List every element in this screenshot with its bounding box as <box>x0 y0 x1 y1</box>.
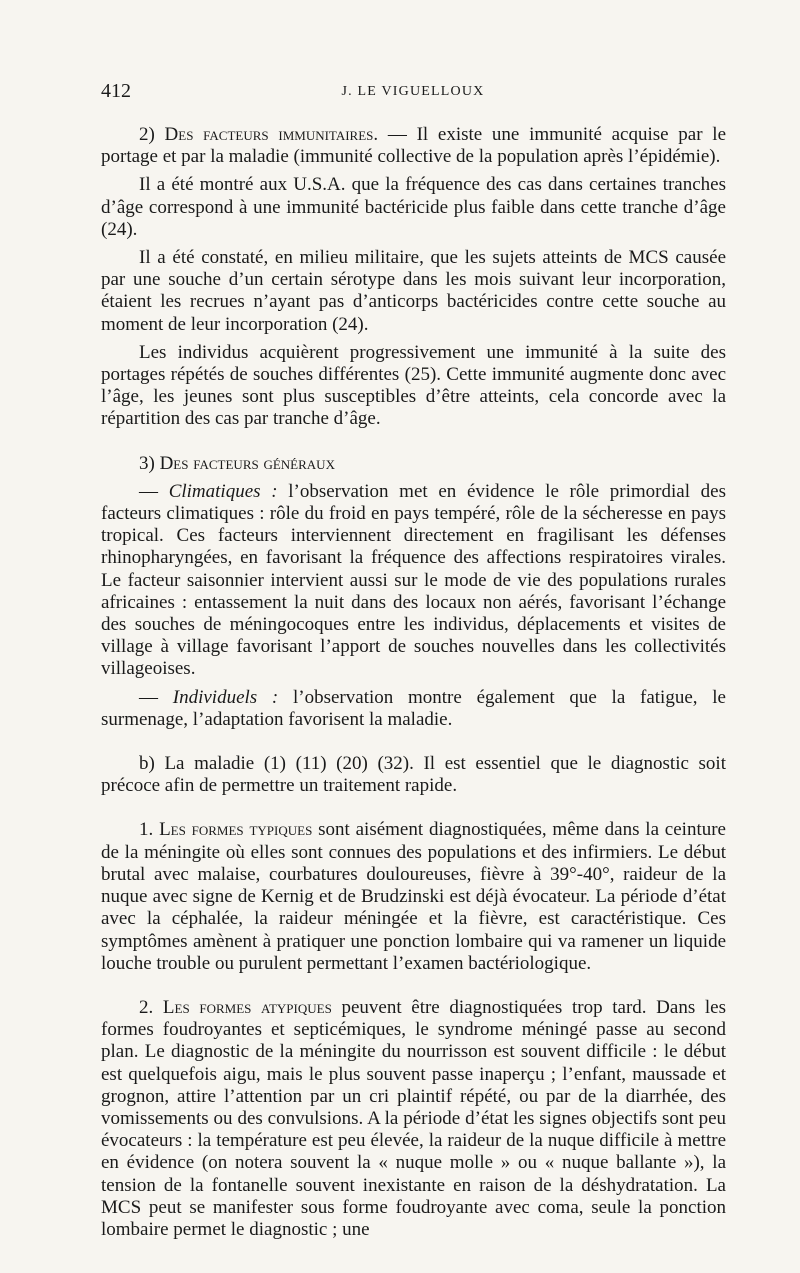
paragraph-text: l’observation montre également que la fatigue, le surmenage, l’adaptation favorisent la maladie. <box>101 686 726 730</box>
dash: — <box>139 686 173 708</box>
section-heading-general-factors: Des facteurs généraux <box>159 452 335 474</box>
paragraph-text: l’observation met en évidence le rôle primordial des facteurs climatiques : rôle du froid en pays tempéré, rôle de la sécheresse en pays tropical. Ces facteurs interviennent directement en fragilisant les défenses rhinopharyngées, en favorisant la fréquence des affections respiratoires virales. Le facteur saisonnier intervient aussi sur le mode de vie des populations rurales africaines : entassement la nuit dans des locaux non aérés, favorisant l’échange des souches de méningocoques entre les individus, déplacements et visites de village à village favorisant l’apport de souches nouvelles dans les collectivités villageoises. <box>101 480 727 680</box>
paragraph-individual <box>101 687 726 731</box>
section-heading-immune-factors: Des facteurs immunitaires. <box>164 124 379 145</box>
section-number: 3) <box>139 452 160 474</box>
page-number: 412 <box>101 80 131 102</box>
paragraph-text: peuvent être diagnostiquées trop tard. Dans les formes foudroyantes et septicémiques, le syndrome méningé passe au second plan. Le diagnostic de la méningite du nourrisson est souvent difficile : le début est quelquefois aigu, mais le plus souvent passe inaperçu ; l’enfant, maussade et grognon, attire l’attention par un cri plaintif répété, ou par de la diarrhée, des vomissements ou des convulsions. A la période d’état les signes objectifs sont peu évocateurs : la température est peu élevée, la raideur de la nuque difficile à mettre en évidence (on notera souvent la « nuque molle » ou « nuque ballante »), la tension de la fontanelle souvent inexistante en raison de la déshydratation. La MCS peut se manifester sous forme foudroyante avec coma, seule la ponction lombaire permet le diagnostic ; une <box>101 996 726 1240</box>
paragraph-usa: Il a été montré aux U.S.A. que la fréquence des cas dans certaines tranches d’âge correspond à une immunité bactéricide plus faible dans cette tranche d’âge (24). <box>101 174 726 240</box>
paragraph-disease: b) La maladie (1) (11) (20) (32). Il est essentiel que le diagnostic soit précoce afin de permettre un traitement rapide. <box>101 753 726 797</box>
subheading-climatic: Climatiques : <box>168 480 278 502</box>
section-heading-atypical-forms: Les formes atypiques <box>162 996 332 1018</box>
paragraph-typical-forms <box>101 819 726 974</box>
paragraph-text: — Il existe une immunité acquise par le portage et par la maladie (immunité collective de la population après l’épidémie). <box>101 124 726 168</box>
dash: — <box>139 480 169 502</box>
paragraph-individuals: Les individus acquièrent progressivement une immunité à la suite des portages répétés de souches différentes (25). Cette immunité augmente donc avec l’âge, les jeunes sont plus susceptibles d’être atteints, cela concorde avec la répartition des cas par tranche d’âge. <box>101 341 726 430</box>
paragraph-text: sont aisément diagnostiquées, même dans la ceinture de la méningite où elles sont connues des populations et des infirmiers. Le début brutal avec malaise, courbatures douloureuses, fièvre à 39°-40°, raideur de la nuque avec signe de Kernig et de Brudzinski est déjà évocateur. La période d’état avec la céphalée, la raideur méningée et la fièvre, est caractéristique. Ces symptômes amènent à pratiquer une ponction lombaire qui va ramener un liquide louche trouble ou purulent permettant l’examen bactériologique. <box>101 819 726 974</box>
section-heading-typical-forms: Les formes typiques <box>159 819 313 841</box>
running-head: J. LE VIGUELLOUX <box>341 84 485 99</box>
paragraph-military: Il a été constaté, en milieu militaire, que les sujets atteints de MCS causée par une souche d’un certain sérotype dans les mois suivant leur incorporation, étaient les recrues n’ayant pas d’anticorps bactéricides contre cette souche au moment de leur incorporation (24). <box>101 247 726 335</box>
paragraph-atypical-forms <box>101 997 726 1241</box>
page-header <box>101 80 725 110</box>
body-text <box>101 124 726 1241</box>
paragraph-immune-factors <box>101 124 726 168</box>
paragraph-general-factors <box>101 453 726 475</box>
paragraph-climatic <box>101 481 726 681</box>
section-number: 1. <box>139 819 160 841</box>
section-number: 2) <box>139 124 165 145</box>
subheading-individual: Individuels : <box>172 686 279 708</box>
section-number: 2. <box>139 996 163 1018</box>
